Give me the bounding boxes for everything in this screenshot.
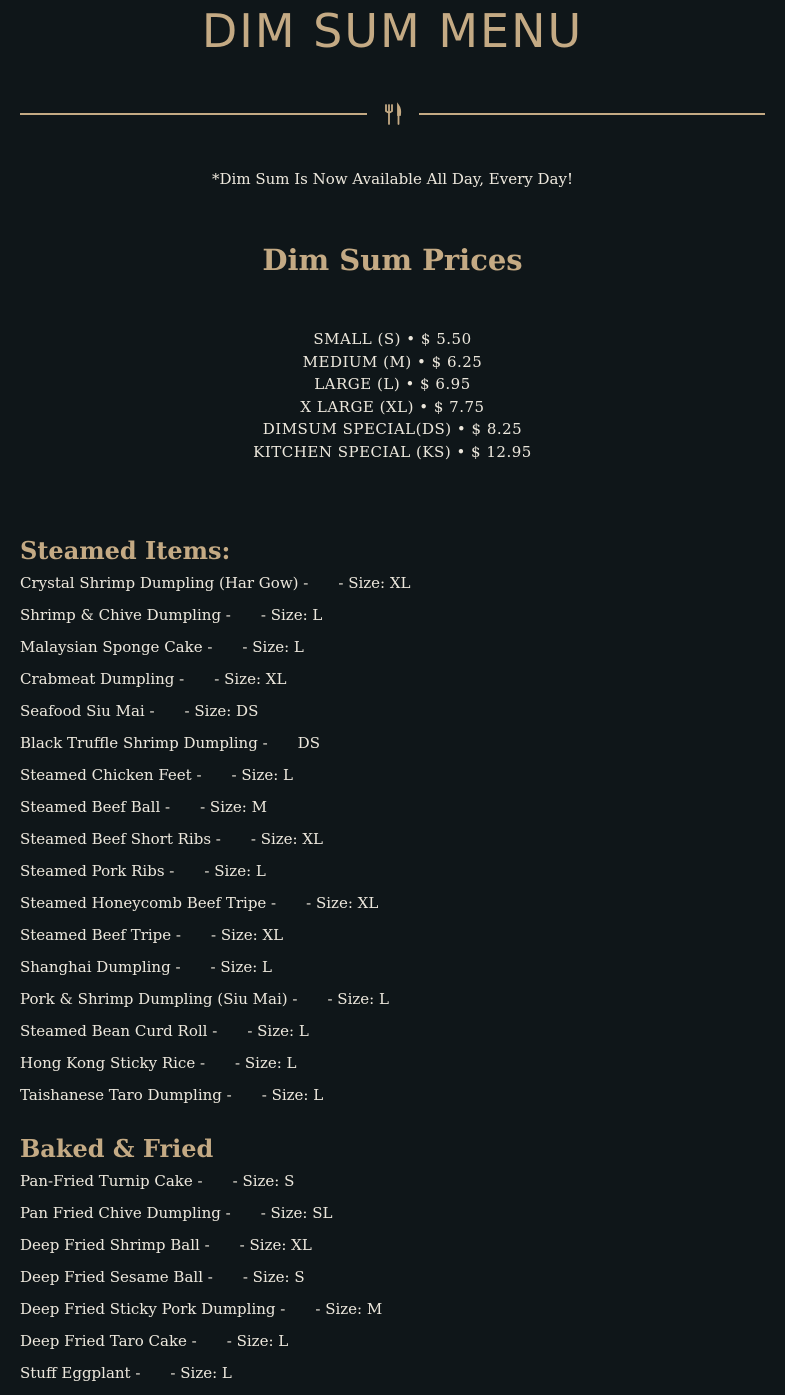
page-title: DIM SUM MENU	[201, 4, 584, 58]
menu-item	[20, 1267, 765, 1299]
menu-item	[20, 1299, 765, 1331]
menu-item	[20, 797, 765, 829]
item-size: - Size: M	[315, 1300, 383, 1318]
fork-knife-icon	[381, 102, 405, 126]
item-size: - Size: XL	[210, 926, 284, 944]
item-name: Black Truffle Shrimp Dumpling -	[20, 734, 268, 752]
item-name: Pan Fried Chive Dumpling -	[20, 1204, 231, 1222]
menu-item	[20, 573, 765, 605]
item-name: Deep Fried Shrimp Ball -	[20, 1236, 210, 1254]
item-name: Steamed Beef Ball -	[20, 798, 171, 816]
menu-item	[20, 989, 765, 1021]
section-heading-steamed: Steamed Items:	[20, 536, 231, 565]
price-line: MEDIUM (M) • $ 6.25	[302, 352, 483, 371]
item-name: Pan-Fried Turnip Cake -	[20, 1172, 203, 1190]
item-name: Shanghai Dumpling -	[20, 958, 181, 976]
item-size: - Size: L	[261, 1086, 324, 1104]
item-name: Crabmeat Dumpling -	[20, 670, 185, 688]
item-size: - Size: XL	[338, 574, 411, 592]
item-name: Taishanese Taro Dumpling -	[20, 1086, 232, 1104]
item-size: - Size: L	[204, 862, 266, 880]
menu-item	[20, 1021, 765, 1053]
item-size: - Size: L	[247, 1022, 309, 1040]
price-list	[0, 328, 785, 463]
item-name: Steamed Chicken Feet -	[20, 766, 202, 784]
steamed-items-list	[20, 573, 765, 1117]
item-name: Stuff Eggplant -	[20, 1364, 141, 1382]
menu-item	[20, 925, 765, 957]
menu-item	[20, 605, 765, 637]
menu-item	[20, 669, 765, 701]
title-divider	[20, 100, 765, 128]
item-name: Shrimp & Chive Dumpling -	[20, 606, 231, 624]
item-name: Steamed Bean Curd Roll -	[20, 1022, 218, 1040]
item-name: Seafood Siu Mai -	[20, 702, 155, 720]
divider-line-left	[20, 113, 367, 115]
item-name: Malaysian Sponge Cake -	[20, 638, 213, 656]
menu-item	[20, 893, 765, 925]
item-name: Deep Fried Sticky Pork Dumpling -	[20, 1300, 286, 1318]
item-size: DS	[297, 734, 320, 752]
item-name: Steamed Pork Ribs -	[20, 862, 175, 880]
price-line: LARGE (L) • $ 6.95	[314, 375, 471, 393]
item-size: - Size: L	[210, 958, 273, 976]
menu-item	[20, 957, 765, 989]
section-heading-baked-fried: Baked & Fried	[20, 1134, 214, 1163]
item-size: - Size: L	[260, 606, 323, 624]
item-name: Deep Fried Sesame Ball -	[20, 1268, 213, 1286]
item-size: - Size: XL	[214, 670, 287, 688]
divider-line-right	[419, 113, 765, 115]
item-size: - Size: M	[200, 798, 267, 816]
price-line: X LARGE (XL) • $ 7.75	[300, 397, 485, 416]
item-size: - Size: S	[232, 1172, 295, 1190]
item-size: - Size: L	[170, 1364, 232, 1382]
item-size: - Size: XL	[239, 1236, 312, 1254]
prices-heading: Dim Sum Prices	[262, 243, 523, 277]
availability-notice: *Dim Sum Is Now Available All Day, Every Day!	[212, 170, 573, 188]
price-line: DIMSUM SPECIAL(DS) • $ 8.25	[262, 420, 523, 438]
price-line: SMALL (S) • $ 5.50	[313, 330, 472, 348]
menu-item	[20, 1053, 765, 1085]
item-size: - Size: SL	[260, 1204, 333, 1222]
baked-fried-items-list	[20, 1171, 765, 1395]
item-size: - Size: L	[242, 638, 304, 656]
item-size: - Size: L	[235, 1054, 297, 1072]
item-name: Hong Kong Sticky Rice -	[20, 1054, 206, 1072]
menu-item	[20, 637, 765, 669]
menu-item	[20, 701, 765, 733]
menu-item	[20, 1171, 765, 1203]
item-size: - Size: L	[226, 1332, 289, 1350]
item-name: Steamed Honeycomb Beef Tripe -	[20, 894, 277, 912]
menu-item	[20, 829, 765, 861]
item-size: - Size: L	[231, 766, 294, 784]
menu-item	[20, 1363, 765, 1395]
menu-item	[20, 1085, 765, 1117]
menu-item	[20, 1331, 765, 1363]
item-name: Steamed Beef Short Ribs -	[20, 830, 221, 848]
menu-item	[20, 1235, 765, 1267]
item-name: Steamed Beef Tripe -	[20, 926, 181, 944]
menu-item	[20, 861, 765, 893]
item-name: Crystal Shrimp Dumpling (Har Gow) -	[20, 574, 309, 592]
price-line: KITCHEN SPECIAL (KS) • $ 12.95	[253, 442, 532, 461]
item-size: - Size: L	[327, 990, 389, 1008]
item-size: - Size: XL	[250, 830, 324, 848]
item-name: Deep Fried Taro Cake -	[20, 1332, 197, 1350]
item-name: Pork & Shrimp Dumpling (Siu Mai) -	[20, 990, 298, 1008]
item-size: - Size: XL	[306, 894, 379, 912]
item-size: - Size: S	[242, 1268, 305, 1286]
menu-item	[20, 733, 765, 765]
menu-item	[20, 1203, 765, 1235]
item-size: - Size: DS	[184, 702, 259, 720]
menu-item	[20, 765, 765, 797]
